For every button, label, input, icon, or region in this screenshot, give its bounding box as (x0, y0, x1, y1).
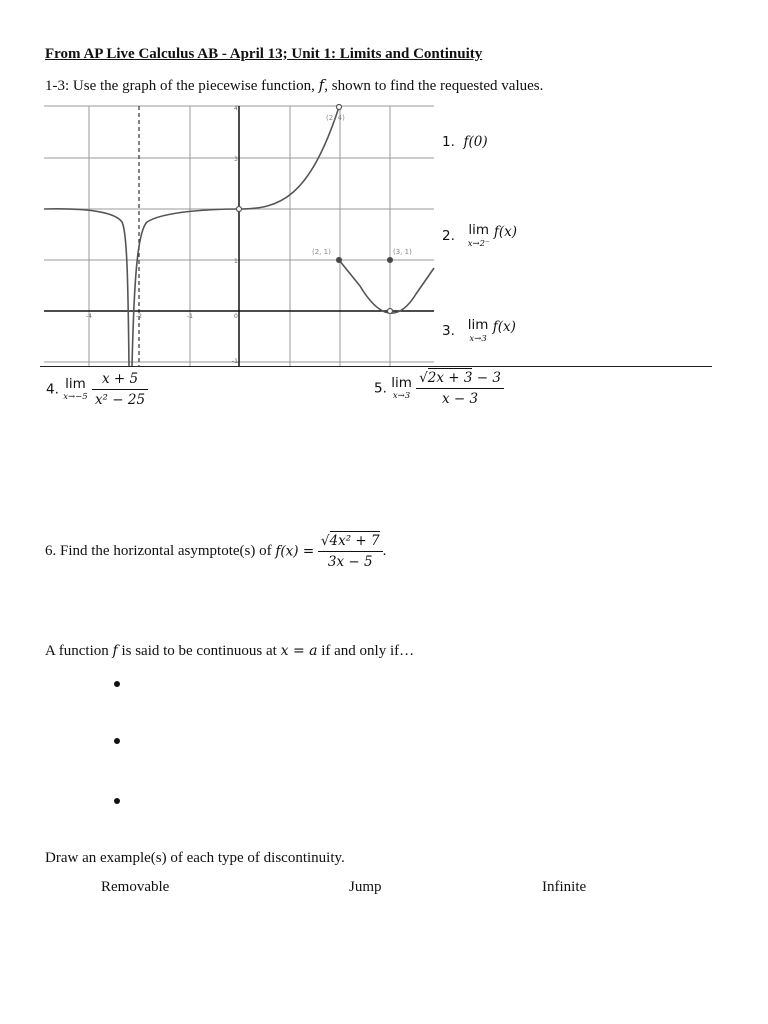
bullet-2 (114, 738, 120, 744)
q5-numerator (416, 370, 504, 389)
tick-y-4: 4 (234, 105, 238, 112)
graph-point-labels (312, 114, 412, 256)
jump-label: Jump (349, 879, 382, 895)
discontinuity-heading: Draw an example(s) of each type of discontinuity. (45, 850, 345, 866)
question-6 (45, 533, 386, 570)
instructions-pre: 1-3: Use the graph of the piecewise function, (45, 78, 319, 94)
curve-parabola-branch (360, 268, 434, 313)
q5-numerator-tail: − 3 (472, 370, 501, 386)
label-2-1: (2, 1) (312, 248, 331, 256)
graph-instructions (45, 76, 543, 95)
q4-lim-word: lim (65, 375, 86, 392)
q3-number: 3. (442, 323, 455, 339)
q1-number: 1. (442, 134, 455, 150)
page-title: From AP Live Calculus AB - April 13; Unit 1: Limits and Continuity (45, 46, 483, 62)
q4-numerator: x + 5 (92, 371, 148, 390)
graph-tick-labels (86, 105, 238, 365)
removable-label: Removable (101, 879, 170, 895)
q5-limit (391, 374, 412, 401)
q2-limit (468, 224, 490, 248)
q6-denominator: 3x − 5 (327, 554, 373, 570)
label-2-4: (2, 4) (326, 114, 345, 122)
continuity-definition (45, 643, 414, 660)
curve-left-branch (44, 209, 129, 366)
q5-denominator: x − 3 (441, 391, 479, 407)
q6-text: 6. Find the horizontal asymptote(s) of (45, 543, 276, 559)
closed-point-2-1 (337, 258, 342, 263)
question-2 (442, 224, 517, 248)
q6-radical-icon: √ (320, 533, 330, 549)
open-point-2-4 (337, 105, 342, 110)
question-4 (46, 371, 148, 408)
q2-expression: f(x) (493, 224, 518, 240)
curve-middle-branch (132, 209, 239, 366)
tick-y-3: 3 (234, 156, 238, 163)
q5-fraction (416, 370, 504, 407)
q5-lim-word: lim (391, 374, 412, 391)
q1-expression: f(0) (463, 134, 488, 150)
continuity-eq: x = a (280, 643, 318, 659)
q5-number: 5. (374, 380, 387, 397)
bullet-3 (114, 798, 120, 804)
tick-x-neg4: -4 (86, 313, 92, 320)
q6-radicand: 4x² + 7 (329, 533, 380, 549)
tick-y-1: 1 (234, 258, 238, 265)
infinite-label: Infinite (542, 879, 587, 895)
q3-lim-word: lim (467, 317, 489, 333)
instructions-var: f (318, 76, 325, 94)
tick-x-neg2: -2 (136, 313, 142, 320)
section-divider (40, 366, 712, 367)
tick-x-0: 0 (234, 313, 238, 320)
open-point-3-0 (388, 309, 393, 314)
q5-radicand: 2x + 3 (427, 370, 473, 386)
q3-lim-subscript: x→3 (469, 333, 487, 344)
label-3-1: (3, 1) (393, 248, 412, 256)
question-3 (442, 319, 516, 343)
q6-function: f(x) = (275, 543, 315, 560)
q5-lim-subscript: x→3 (392, 391, 411, 401)
closed-point-3-1 (388, 258, 393, 263)
q4-lim-subscript: x→−5 (63, 392, 88, 402)
q6-numerator (318, 533, 383, 552)
q2-lim-subscript: x→2⁻ (467, 238, 490, 249)
q2-number: 2. (442, 228, 455, 244)
tick-y-neg1: -1 (232, 358, 238, 365)
continuity-mid: is said to be continuous at (117, 643, 281, 659)
q4-fraction (92, 371, 148, 408)
q4-denominator: x² − 25 (94, 392, 146, 408)
graph-axes (44, 106, 434, 366)
q6-fraction (318, 533, 383, 570)
q4-number: 4. (46, 381, 59, 398)
bullet-1 (114, 681, 120, 687)
q4-limit (63, 375, 88, 402)
instructions-post: , shown to find the requested values. (324, 78, 544, 94)
q3-limit (468, 319, 489, 343)
continuity-pre: A function (45, 643, 113, 659)
open-point-0-2 (237, 207, 242, 212)
continuity-post: if and only if… (317, 643, 415, 659)
question-1 (442, 134, 488, 150)
q2-lim-word: lim (468, 222, 489, 238)
piecewise-graph (44, 104, 436, 372)
curve-linear-segment (339, 260, 360, 286)
q5-radical-icon: √ (419, 370, 428, 386)
question-5 (374, 370, 504, 407)
q3-expression: f(x) (492, 319, 516, 335)
tick-x-neg1: -1 (187, 313, 193, 320)
q6-period: . (382, 543, 387, 559)
continuity-f: f (112, 643, 118, 659)
